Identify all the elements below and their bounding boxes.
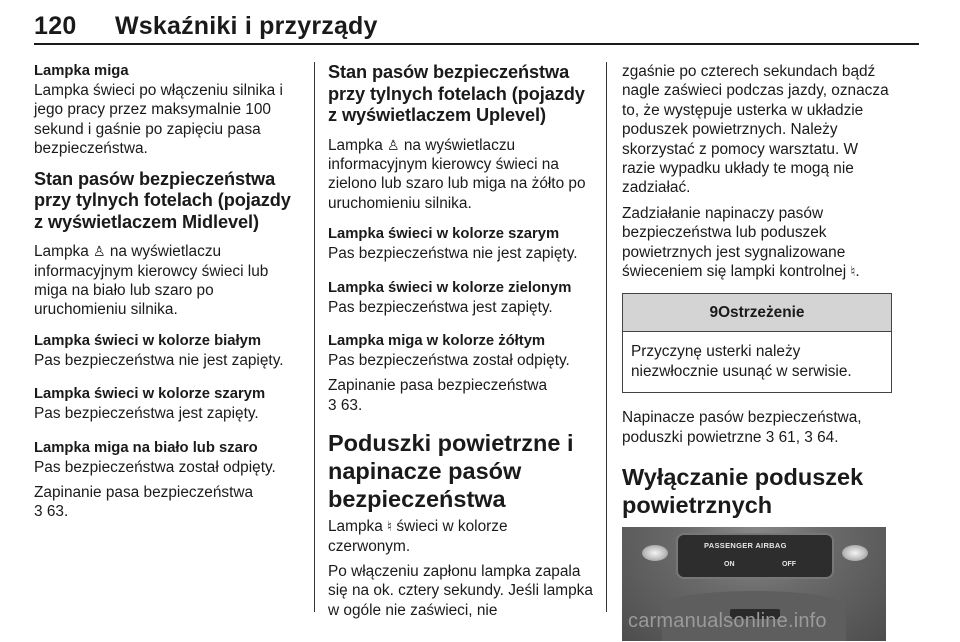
paragraph: Lampka ♙ na wyświetlaczu informacyjnym kierowcy świeci lub miga na biało lub szaro po uruchomieniu silnika.	[34, 243, 269, 319]
panel-off-label: OFF	[782, 561, 796, 569]
page-title: Wskaźniki i przyrządy	[115, 12, 378, 40]
paragraph: Lampka świeci po włączeniu silnika i jego pracy przez maksymalnie 100 sekund i gaśnie po zapięciu pasa bezpieczeństwa.	[34, 82, 283, 158]
paragraph: Pas bezpieczeństwa nie jest zapięty.	[328, 245, 578, 263]
paragraph: Napinacze pasów bezpieczeństwa, poduszki powietrzne 3 61, 3 64.	[622, 409, 862, 446]
reference-arrow-icon: 3	[34, 503, 43, 521]
section-title: Poduszki powietrzne i napinacze pasów bezpieczeństwa	[328, 430, 574, 513]
warning-box	[622, 293, 892, 393]
column-1	[34, 62, 302, 522]
subheading: Lampka miga	[34, 63, 129, 79]
warning-title: Ostrzeżenie	[718, 304, 805, 322]
page-reference[interactable]: 3 63.	[34, 503, 69, 521]
watermark: carmanualsonline.info	[628, 610, 827, 632]
warning-triangle-icon: 9	[709, 304, 719, 322]
paragraph: Zapinanie pasa bezpieczeństwa	[328, 377, 548, 395]
paragraph: Zapinanie pasa bezpieczeństwa	[34, 483, 254, 501]
subheading: Lampka miga na biało lub szaro	[34, 439, 258, 456]
paragraph: Lampka ♙ na wyświetlaczu informacyjnym kierowcy świeci na zielono lub szaro lub miga na żółto po uruchomieniu silnika.	[328, 136, 586, 212]
warning-header	[623, 294, 891, 332]
page-reference[interactable]: 3 63.	[328, 396, 363, 414]
section-heading: Stan pasów bezpieczeństwa przy tylnych fotelach (pojazdy z wyświetlaczem Midlevel)	[34, 168, 291, 232]
column-3	[622, 62, 892, 641]
paragraph: Po włączeniu zapłonu lampka zapala się na ok. cztery sekundy. Jeśli lampka w ogóle nie zaświeci, nie	[328, 562, 593, 619]
paragraph: Pas bezpieczeństwa jest zapięty.	[34, 405, 259, 423]
subheading: Lampka świeci w kolorze zielonym	[328, 279, 572, 296]
paragraph: Pas bezpieczeństwa jest zapięty.	[328, 298, 553, 316]
page-reference[interactable]: 64.	[817, 428, 839, 446]
paragraph: zgaśnie po czterech sekundach bądź nagle zaświeci podczas jazdy, oznacza to, że występuje usterka w układzie poduszek powietrznych. Należy skorzystać z pomocy warsztatu. W razie wypadku układy te mogą nie zadziałać.	[622, 63, 889, 197]
rear-seatbelt-icon: ♙	[387, 136, 400, 153]
page-header	[34, 8, 919, 44]
rear-seatbelt-icon: ♙	[93, 243, 106, 260]
roof-light	[842, 545, 868, 561]
reference-arrow-icon: 3	[328, 396, 337, 414]
warning-text: Przyczynę usterki należy niezwłocznie usunąć w serwisie.	[631, 343, 852, 380]
paragraph: Pas bezpieczeństwa został odpięty.	[328, 351, 570, 369]
paragraph: Pas bezpieczeństwa został odpięty.	[34, 458, 276, 476]
column-divider	[606, 62, 607, 612]
column-divider	[314, 62, 315, 612]
page-number: 120	[34, 12, 77, 40]
section-title: Wyłączanie poduszek powietrznych	[622, 464, 864, 519]
page-reference[interactable]: 61,	[778, 428, 805, 446]
airbag-warning-icon: ♮	[387, 518, 393, 535]
paragraph: Lampka ♮ świeci w kolorze czerwonym.	[328, 518, 508, 555]
reference-arrow-icon: 3	[765, 428, 775, 446]
paragraph: Pas bezpieczeństwa nie jest zapięty.	[34, 351, 284, 369]
paragraph: Zadziałanie napinaczy pasów bezpieczeństwa lub poduszek powietrznych jest sygnalizowane świeceniem się lampki kontrolnej ♮.	[622, 204, 860, 281]
subheading: Lampka świeci w kolorze szarym	[328, 226, 560, 243]
panel-label: PASSENGER AIRBAG	[704, 541, 787, 551]
airbag-warning-icon: ♮	[850, 263, 856, 280]
subheading: Lampka miga w kolorze żółtym	[328, 332, 546, 349]
subheading: Lampka świeci w kolorze szarym	[34, 386, 266, 403]
roof-light	[642, 545, 668, 561]
header-rule	[34, 43, 919, 45]
airbag-status-panel	[676, 533, 834, 579]
section-heading: Stan pasów bezpieczeństwa przy tylnych fotelach (pojazdy z wyświetlaczem Uplevel)	[328, 62, 585, 125]
subheading: Lampka świeci w kolorze białym	[34, 332, 261, 349]
reference-arrow-icon: 3	[804, 428, 813, 446]
panel-on-label: ON	[724, 561, 735, 569]
column-2	[328, 62, 593, 620]
